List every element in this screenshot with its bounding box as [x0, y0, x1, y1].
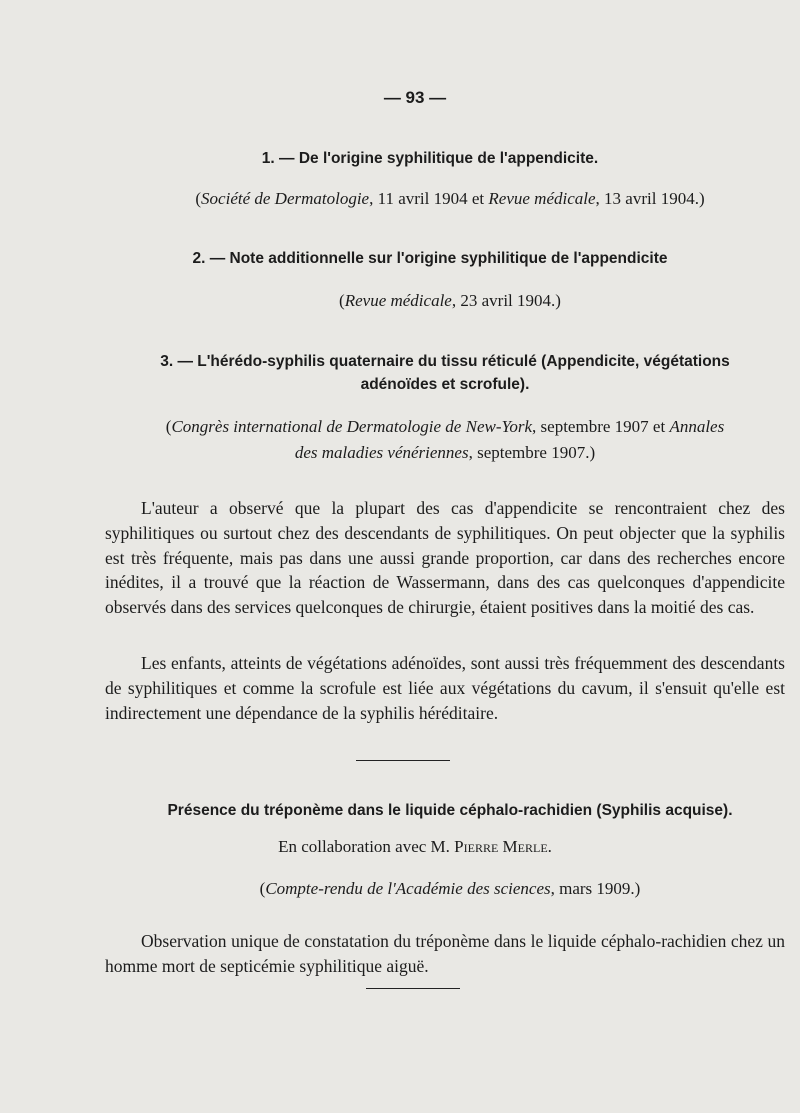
page-number: — 93 —: [383, 88, 447, 107]
section-divider: [356, 760, 450, 761]
entry-2-title: 2. — Note additionnelle sur l'origine syphilitique de l'appendicite: [192, 250, 668, 267]
end-divider: [366, 988, 460, 989]
entry-2-source: (Revue médicale, 23 avril 1904.): [339, 291, 561, 310]
section-2-paragraph: Observation unique de constatation du tréponème dans le liquide céphalo-rachidien chez un homme mort de septicémie syphilitique aiguë.: [105, 931, 785, 976]
entry-1-source: (Société de Dermatologie, 11 avril 1904 et Revue médicale, 13 avril 1904.): [195, 189, 705, 208]
section-2-byline: En collaboration avec M. Pierre Merle.: [278, 837, 552, 856]
entry-3-source-line-1: (Congrès international de Dermatologie de New-York, septembre 1907 et Annales: [165, 417, 725, 436]
paragraph-2: Les enfants, atteints de végétations adénoïdes, sont aussi très fréquemment des descendants de syphilitiques et comme la scrofule est liée aux végétations du cavum, il s'ensuit qu'elle est indirectement une dépendance de la syphilis héréditaire.: [105, 653, 785, 723]
entry-3-title: [100, 350, 790, 396]
section-2-title: Présence du tréponème dans le liquide céphalo-rachidien (Syphilis acquise).: [167, 802, 733, 819]
section-2-source: (Compte-rendu de l'Académie des sciences, mars 1909.): [259, 879, 641, 898]
entry-1-title: 1. — De l'origine syphilitique de l'appendicite.: [261, 150, 599, 167]
paragraph-1: L'auteur a observé que la plupart des cas d'appendicite se rencontraient chez des syphilitiques ou surtout chez des descendants de syphilitiques. On peut objecter que la syphilis est très fréquente, mais pas dans une aussi grande proportion, car dans des recherches encore inédites, il a trouvé que la réaction de Wassermann, dans des cas quelconques d'appendicite observés dans des services quelconques de chirurgie, étaient positives dans la moitié des cas.: [105, 498, 785, 618]
entry-3-source-line-2: des maladies vénériennes, septembre 1907.): [294, 443, 596, 462]
entry-3-source: [100, 414, 790, 466]
entry-3-title-line-2: adénoïdes et scrofule).: [360, 376, 530, 393]
entry-3-title-line-1: 3. — L'hérédo-syphilis quaternaire du tissu réticulé (Appendicite, végétations: [160, 353, 730, 370]
